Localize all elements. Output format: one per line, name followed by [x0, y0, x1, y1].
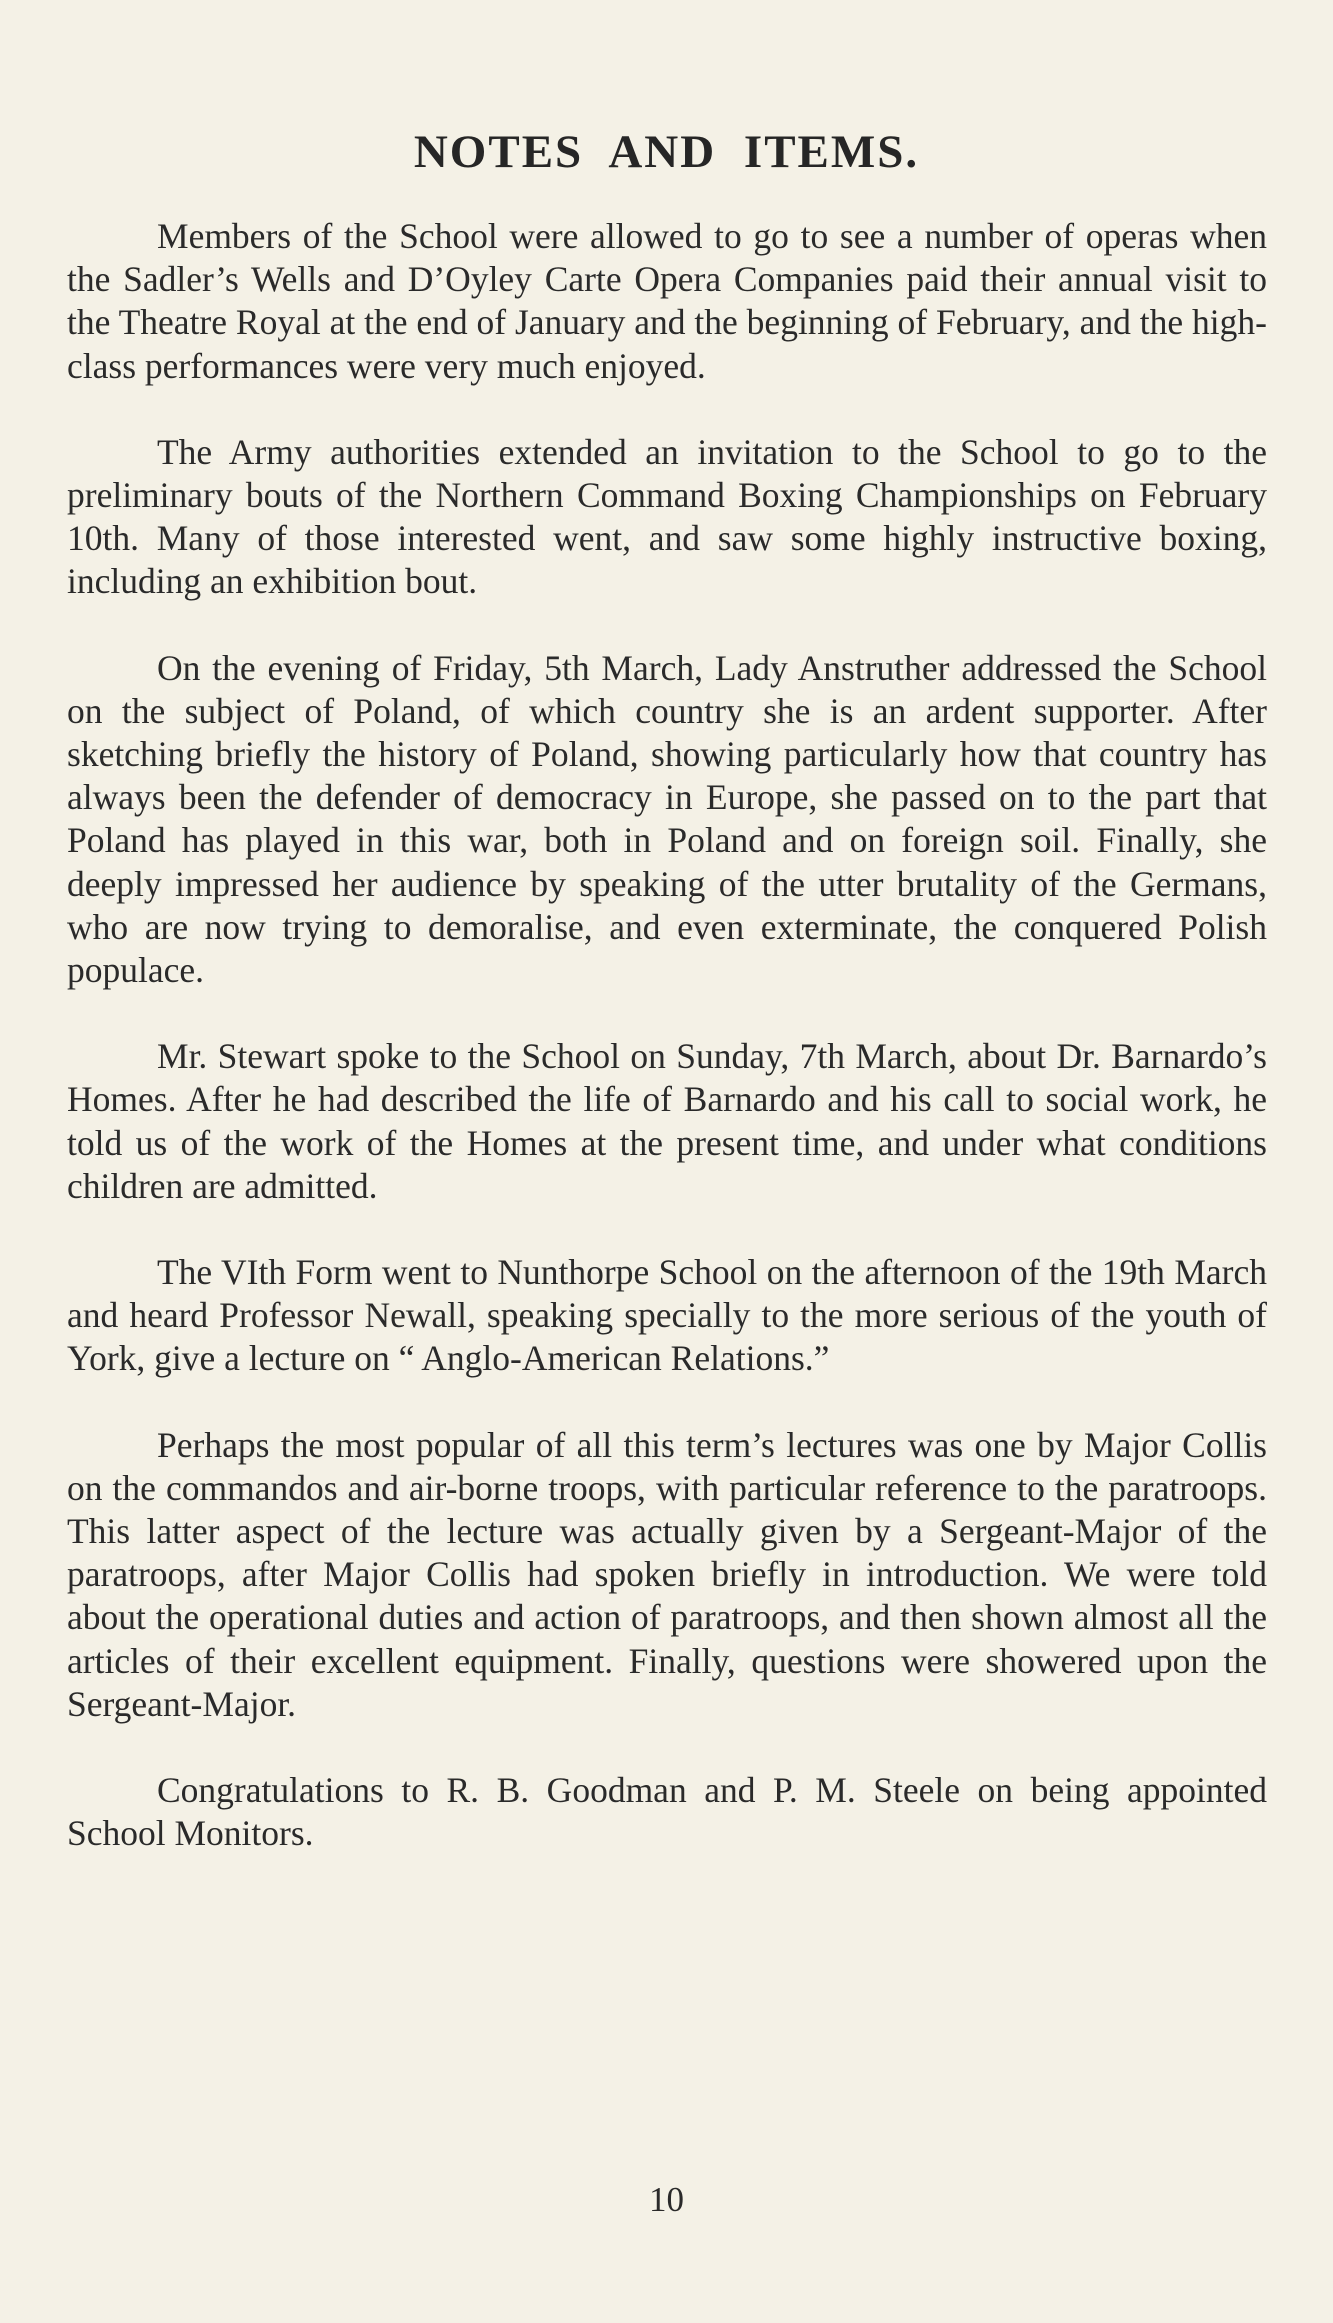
paragraph-operas: Members of the School were allowed to go to see a number of operas when the Sadler’s Wells and D’Oyley Carte Opera Companies paid their annual visit to the Theatre Royal at the end of January and the beginning of February, and the high-class performances were very much enjoyed. — [67, 216, 1267, 386]
paragraph-anglo-american-lecture: The VIth Form went to Nunthorpe School on the afternoon of the 19th March and heard Professor Newall, speaking specially to the more serious of the youth of York, give a lecture on “ Anglo-American Relations.” — [67, 1252, 1267, 1379]
paragraph-barnardo-homes: Mr. Stewart spoke to the School on Sunday, 7th March, about Dr. Barnardo’s Homes. After he had described the life of Barnardo and his call to social work, he told us of the work of the Homes at the present time, and under what conditions children are admitted. — [67, 1036, 1267, 1206]
page-number: 10 — [649, 2180, 684, 2219]
paragraph-boxing: The Army authorities extended an invitation to the School to go to the preliminary bouts of the Northern Command Boxing Championships on February 10th. Many of those interested went, and saw some highly instructive boxing, including an exhibition bout. — [67, 431, 1267, 602]
paragraph-poland-lecture: On the evening of Friday, 5th March, Lady Anstruther addressed the School on the subject of Poland, of which country she is an ardent supporter. After sketching briefly the history of Poland, showing particularly how that country has always been the defender of democracy in Europe, she passed on to the part that Poland has played in this war, both in Poland and on foreign soil. Finally, she deeply impressed her audience by speaking of the utter brutality of the Germans, who are now trying to demoralise, and even exterminate, the conquered Polish populace. — [67, 647, 1267, 991]
paragraph-paratroops-lecture: Perhaps the most popular of all this term’s lectures was one by Major Collis on the commandos and air-borne troops, with particular reference to the paratroops. This latter aspect of the lecture was actually given by a Sergeant-Major of the paratroops, after Major Collis had spoken briefly in introduction. We were told about the operational duties and action of paratroops, and then shown almost all the articles of their excellent equipment. Finally, questions were showered upon the Sergeant-Major. — [67, 1424, 1267, 1724]
paragraph-monitors: Congratulations to R. B. Goodman and P. M. Steele on being appointed School Monitors. — [67, 1770, 1267, 1854]
page-title: NOTES AND ITEMS. — [413, 126, 920, 178]
article-body — [67, 215, 1267, 1899]
